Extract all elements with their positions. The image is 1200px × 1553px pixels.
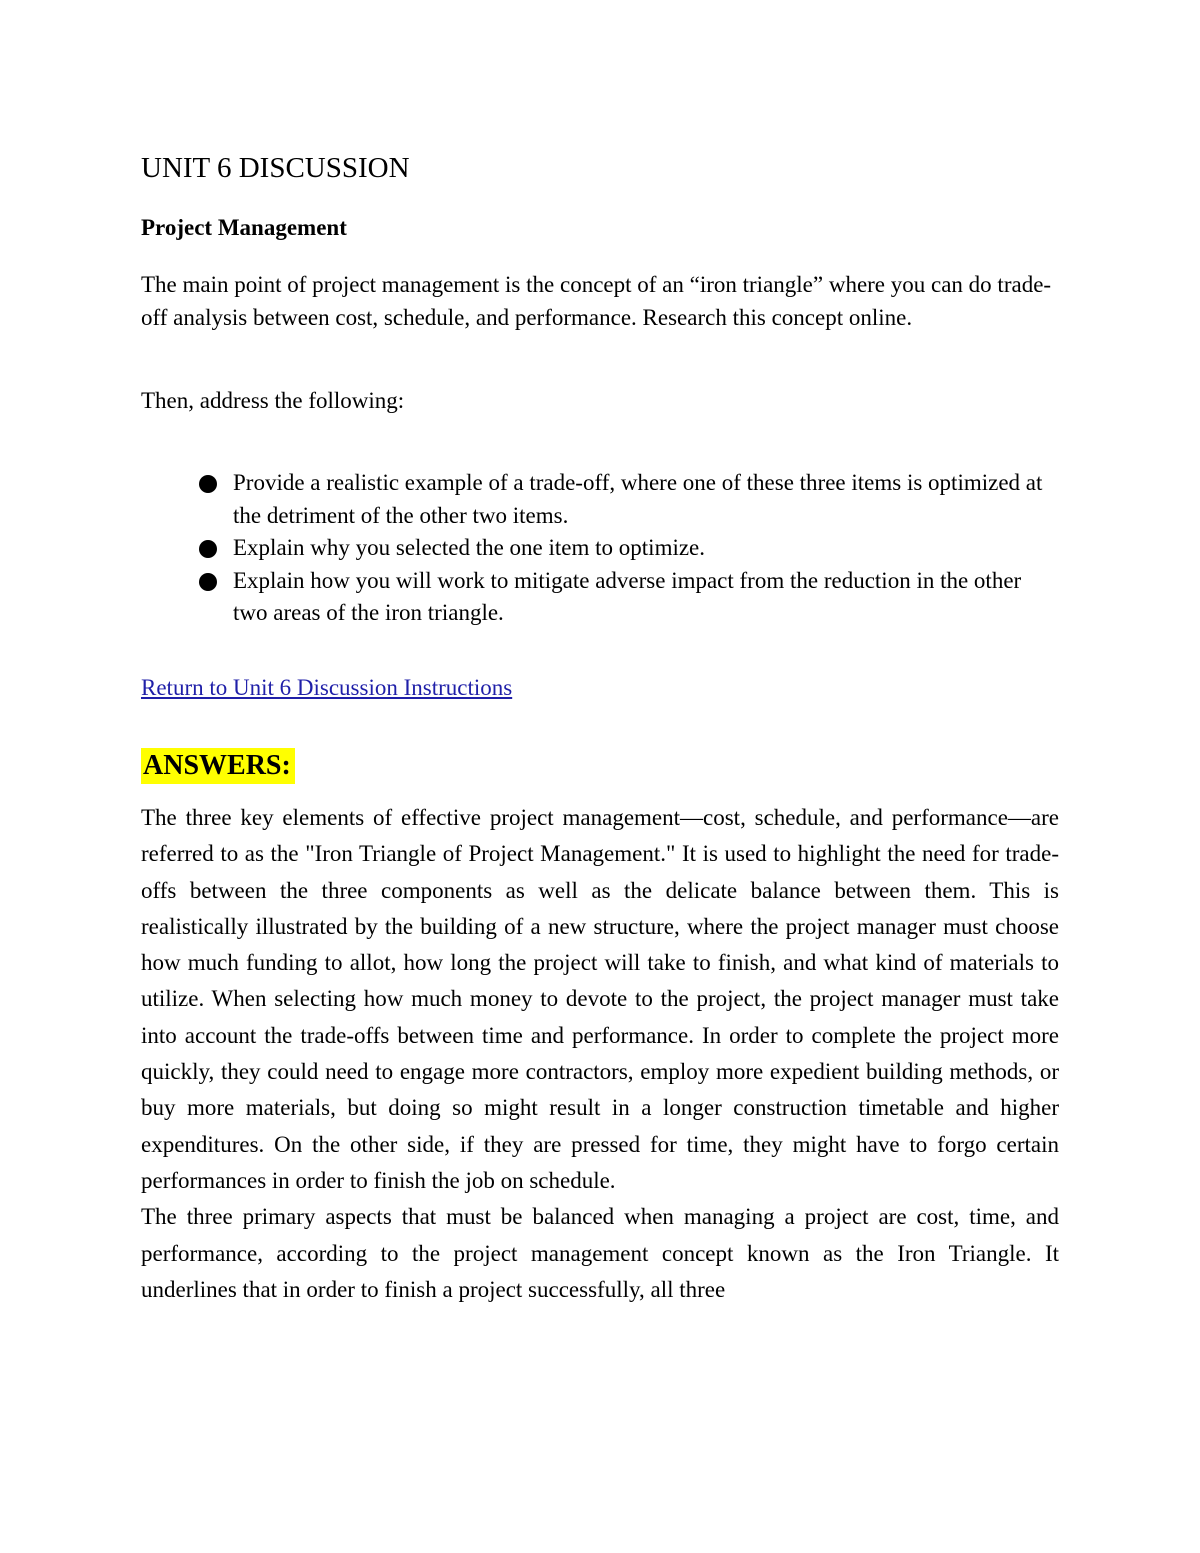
section-subtitle: Project Management	[141, 215, 347, 240]
answer-paragraph: The three primary aspects that must be balanced when managing a project are cost, time, and performance, according to the project management concept known as the Iron Triangle. It underlines that in order to finish a project successfully, all three	[141, 1204, 1059, 1302]
page-title: UNIT 6 DISCUSSION	[141, 152, 410, 184]
bullet-text: Explain how you will work to mitigate adverse impact from the reduction in the other two areas of the iron triangle.	[233, 567, 1022, 625]
return-to-instructions-link[interactable]: Return to Unit 6 Discussion Instructions	[141, 675, 513, 700]
answer-body	[141, 800, 1059, 1308]
bullet-dot-icon	[199, 475, 217, 493]
list-item	[199, 565, 1059, 630]
answers-heading: ANSWERS:	[141, 748, 295, 784]
prompt-lead: Then, address the following:	[141, 388, 405, 413]
bullet-dot-icon	[199, 540, 217, 558]
bullet-text: Provide a realistic example of a trade-off, where one of these three items is optimized at the detriment of the other two items.	[233, 470, 1043, 528]
list-item	[199, 467, 1059, 532]
answer-paragraph: The three key elements of effective project management—cost, schedule, and performance—are referred to as the "Iron Triangle of Project Management." It is used to highlight the need for trade-offs between the three components as well as the delicate balance between them. This is realistically illustrated by the building of a new structure, where the project manager must choose how much funding to allot, how long the project will take to finish, and what kind of materials to utilize. When selecting how much money to devote to the project, the project manager must take into account the trade-offs between time and performance. In order to complete the project more quickly, they could need to engage more contractors, employ more expedient building methods, or buy more materials, but doing so might result in a longer construction timetable and higher expenditures. On the other side, if they are pressed for time, they might have to forgo certain performances in order to finish the job on schedule.	[141, 805, 1059, 1193]
bullet-text: Explain why you selected the one item to optimize.	[233, 535, 706, 560]
prompt-intro: The main point of project management is the concept of an “iron triangle” where you can do trade-off analysis between cost, schedule, and performance. Research this concept online.	[141, 272, 1052, 330]
bullet-dot-icon	[199, 573, 217, 591]
prompt-bullet-list	[199, 467, 1059, 630]
list-item	[199, 532, 1059, 565]
